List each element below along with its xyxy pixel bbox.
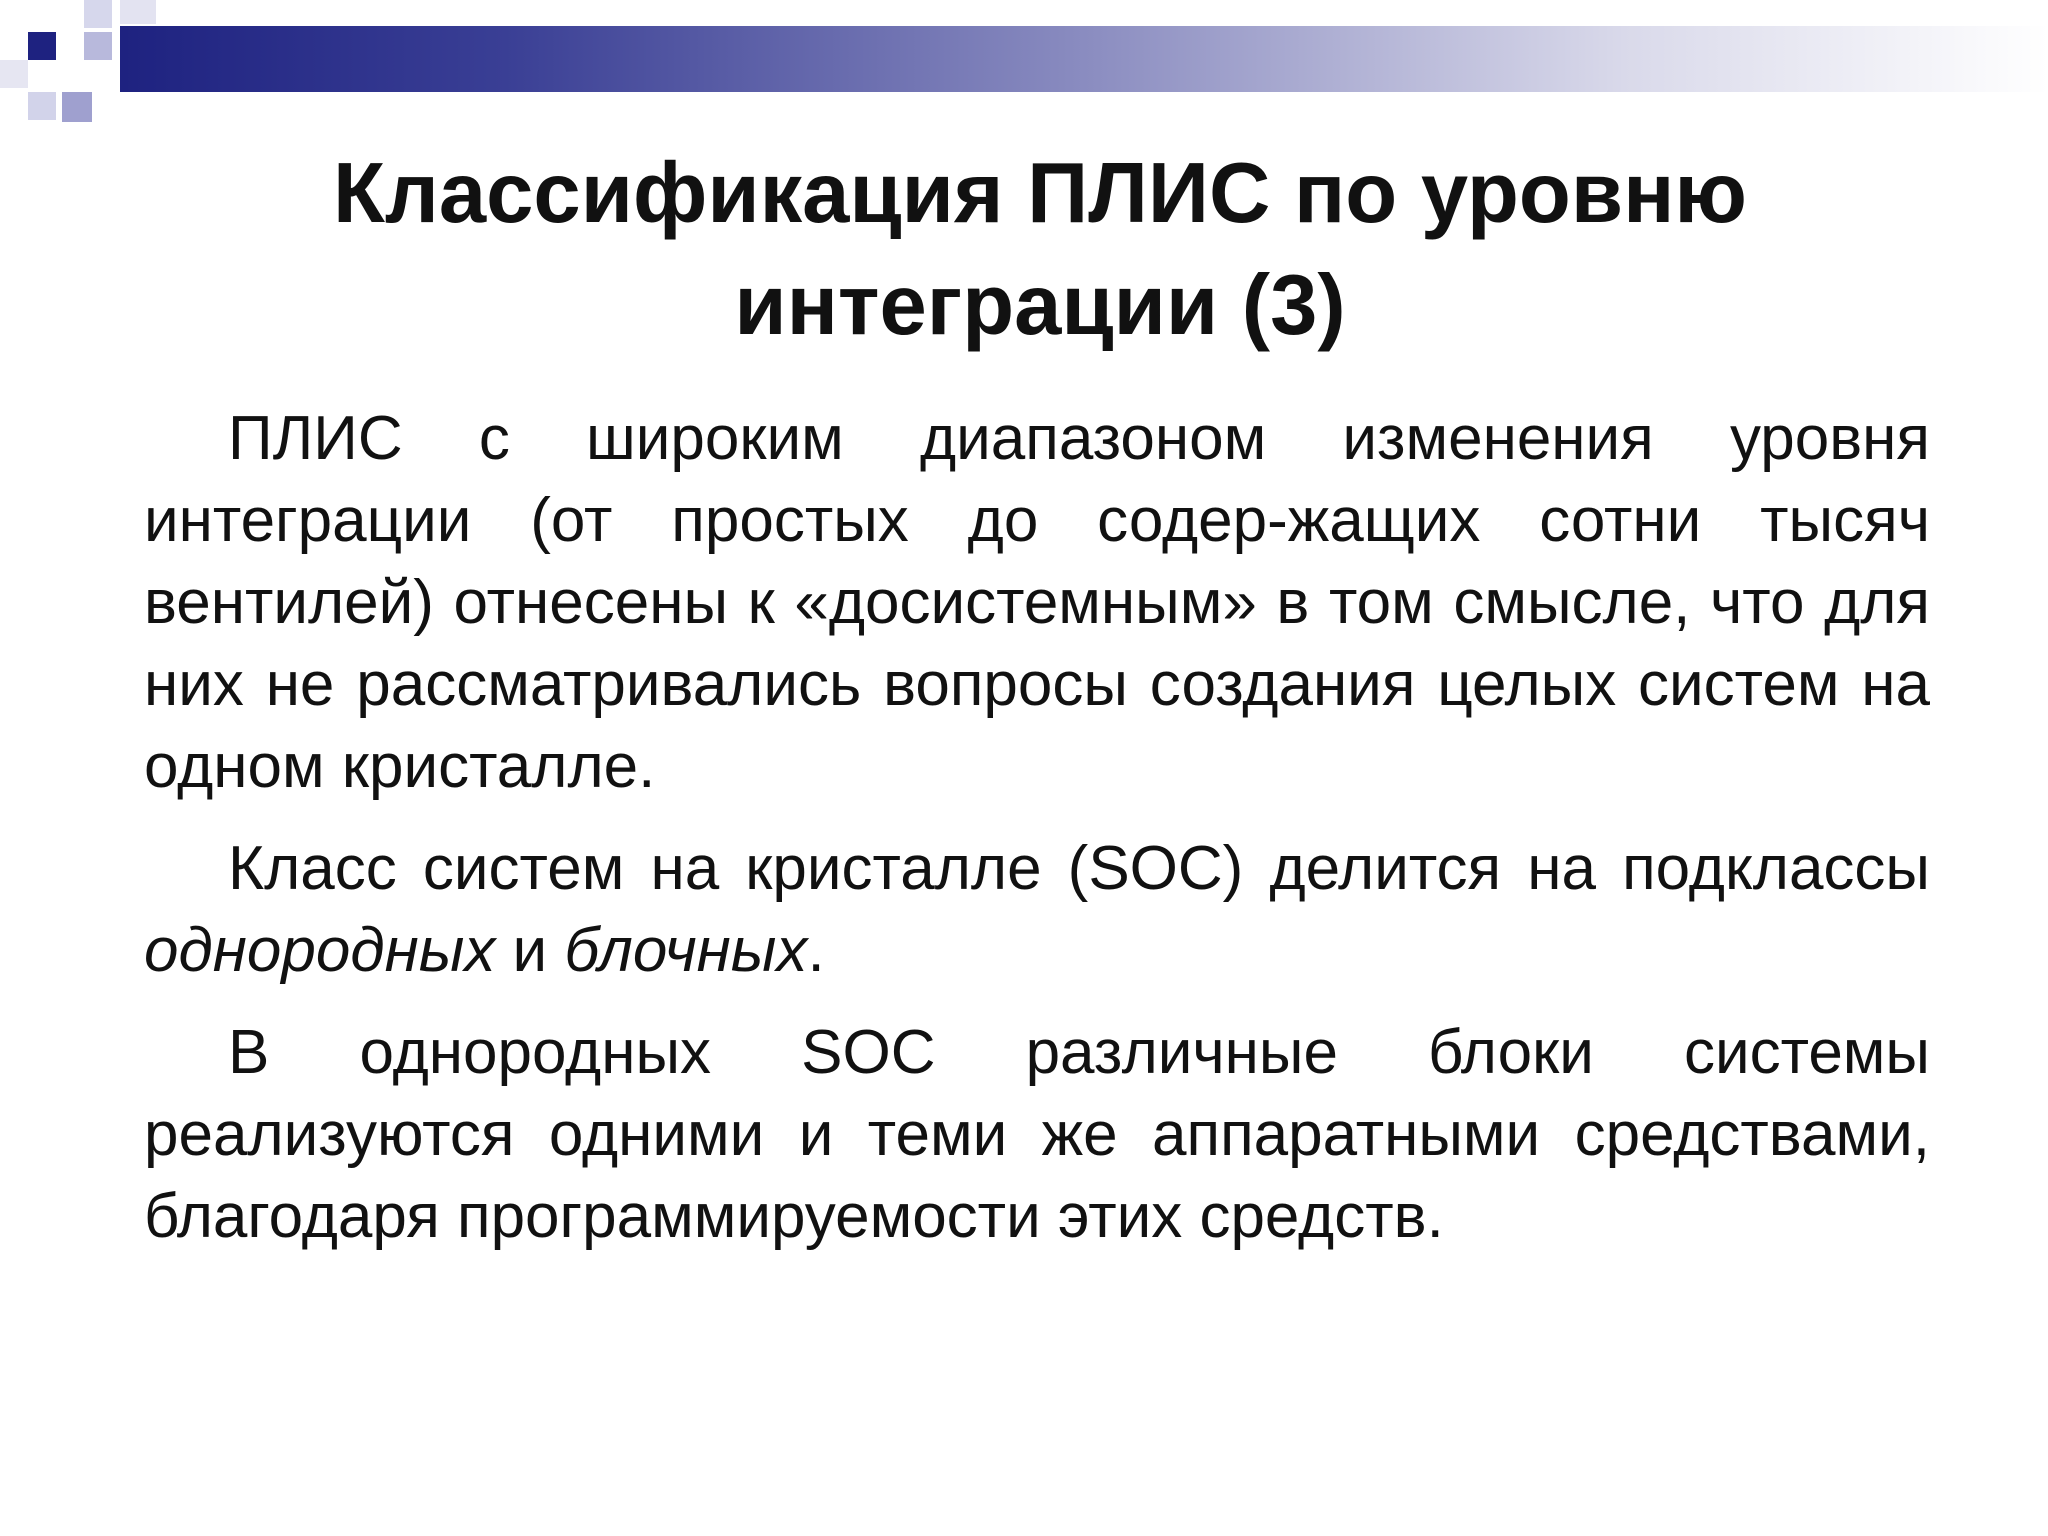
paragraph-3: В однородных SOC различные блоки системы реализуются одними и теми же аппаратными средствами, благодаря программируемости этих средств. — [144, 1018, 1930, 1251]
slide-title — [140, 138, 1940, 362]
paragraph-1: ПЛИС с широким диапазоном изменения уровня интеграции (от простых до содер-жащих сотни тысяч вентилей) отнесены к «досистемным» в том смысле, что для них не рассматривались вопросы создания целых систем на одном кристалле. — [144, 404, 1930, 801]
paragraph-2-text-c: . — [807, 916, 825, 985]
paragraph-2-text-a: Класс систем на кристалле (SOC) делится на подклассы — [228, 834, 1930, 903]
paragraph-2 — [144, 828, 1930, 992]
decorative-square — [62, 92, 92, 122]
decorative-square — [28, 92, 56, 120]
slide-body — [144, 398, 1930, 1278]
decorative-square — [84, 0, 112, 28]
slide-title-line-2: интеграции (3) — [734, 258, 1346, 353]
paragraph-2-italic-homogeneous: однородных — [144, 916, 496, 985]
paragraph-2-text-b: и — [495, 916, 565, 985]
decorative-square — [28, 32, 56, 60]
decorative-square — [84, 32, 112, 60]
decorative-square — [0, 60, 28, 88]
paragraph-2-italic-block: блочных — [564, 916, 808, 985]
decorative-square — [120, 0, 156, 24]
slide-title-line-1: Классификация ПЛИС по уровню — [333, 146, 1747, 241]
header-gradient-bar — [120, 26, 2048, 92]
